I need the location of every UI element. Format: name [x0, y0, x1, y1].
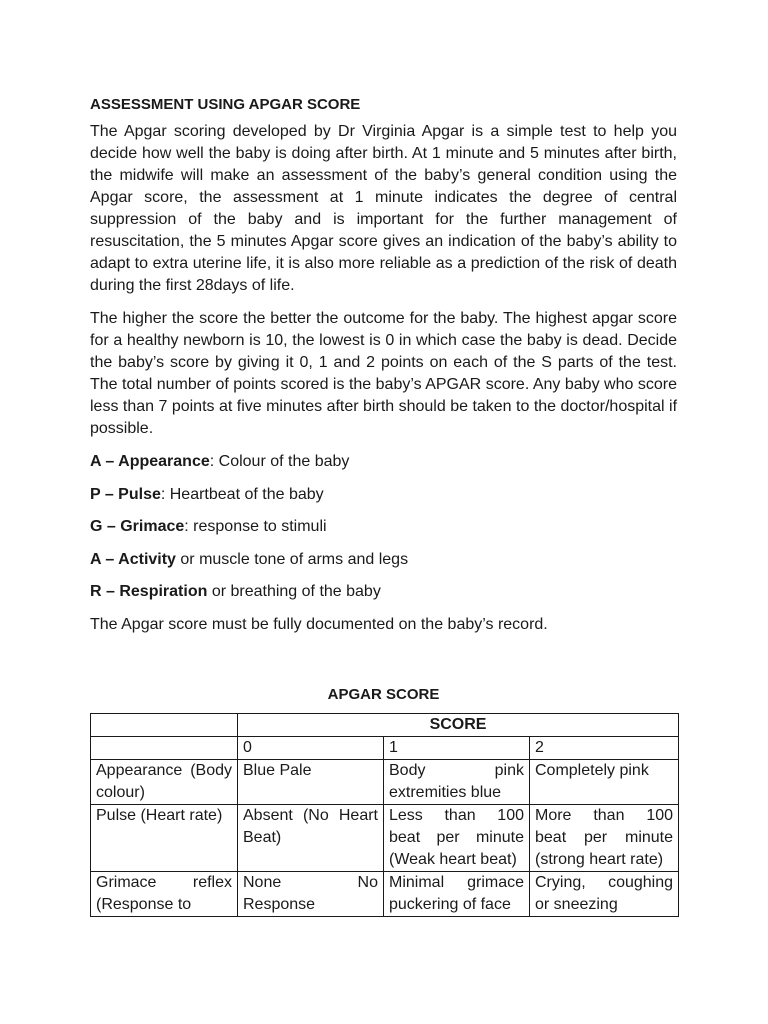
apgar-item-separator: : [209, 453, 219, 470]
apgar-item-term: A – Activity [90, 550, 176, 568]
table-row [91, 759, 679, 804]
table-row [91, 804, 679, 871]
apgar-item-term: G – Grimace [90, 518, 185, 535]
apgar-item-grimace [90, 516, 677, 538]
score-1-cell: Body pink extremities blue [384, 759, 530, 804]
score-2-cell: More than 100 beat per minute (strong heart rate) [530, 804, 679, 871]
apgar-item-desc: Colour of the baby [218, 453, 350, 470]
table-title: APGAR SCORE [327, 685, 440, 703]
score-header: SCORE [238, 713, 679, 736]
score-0-cell: None No Response [238, 871, 384, 916]
page-content [90, 94, 677, 917]
score-2-cell: Completely pink [530, 759, 679, 804]
score-0-cell: Absent (No Heart Beat) [238, 804, 384, 871]
score-column-2: 2 [530, 736, 679, 759]
apgar-item-term: A – Appearance [90, 453, 210, 470]
score-1-cell: Less than 100 beat per minute (Weak heart beat) [384, 804, 530, 871]
score-0-cell: Blue Pale [238, 759, 384, 804]
apgar-item-appearance [90, 451, 677, 473]
score-columns-row [91, 736, 679, 759]
table-corner-cell [91, 713, 238, 736]
score-column-1: 1 [384, 736, 530, 759]
apgar-item-desc: or muscle tone of arms and legs [180, 550, 409, 568]
apgar-item-term: P – Pulse [90, 485, 161, 503]
score-column-0: 0 [238, 736, 384, 759]
sign-cell: Grimace reflex (Response to [91, 871, 238, 916]
table-corner-cell [91, 736, 238, 759]
apgar-item-desc: or breathing of the baby [211, 583, 381, 600]
apgar-item-activity [90, 549, 677, 571]
section-heading: ASSESSMENT USING APGAR SCORE [90, 96, 361, 113]
table-header-row [91, 713, 679, 736]
apgar-item-desc: Heartbeat of the baby [169, 485, 324, 503]
apgar-item-term: R – Respiration [90, 583, 208, 600]
sign-cell: Appearance (Body colour) [91, 759, 238, 804]
apgar-item-separator: : [160, 485, 170, 503]
apgar-score-table [90, 713, 679, 917]
apgar-item-desc: response to stimuli [193, 518, 327, 535]
sign-cell: Pulse (Heart rate) [91, 804, 238, 871]
score-1-cell: Minimal grimace puckering of face [384, 871, 530, 916]
intro-paragraph: The Apgar scoring developed by Dr Virginia Apgar is a simple test to help you decide how well the baby is doing after birth. At 1 minute and 5 minutes after birth, the midwife will make an assessment of the baby’s general condition using the Apgar score, the assessment at 1 minute indicates the degree of central suppression of the baby and is important for the further management of resuscitation, the 5 minutes Apgar score gives an indication of the baby’s ability to adapt to extra uterine life, it is also more reliable as a prediction of the risk of death during the first 28days of life. [90, 123, 677, 294]
apgar-item-separator: : [184, 518, 194, 535]
apgar-item-pulse [90, 484, 677, 506]
closing-note: The Apgar score must be fully documented on the baby’s record. [90, 615, 548, 633]
apgar-item-respiration [90, 581, 677, 603]
score-2-cell: Crying, coughing or sneezing [530, 871, 679, 916]
scoring-paragraph: The higher the score the better the outcome for the baby. The highest apgar score for a healthy newborn is 10, the lowest is 0 in which case the baby is dead. Decide the baby’s score by giving it 0, 1 and 2 points on each of the S parts of the test. The total number of points scored is the baby’s APGAR score. Any baby who score less than 7 points at five minutes after birth should be taken to the doctor/hospital if possible. [90, 310, 678, 437]
table-row [91, 871, 679, 916]
